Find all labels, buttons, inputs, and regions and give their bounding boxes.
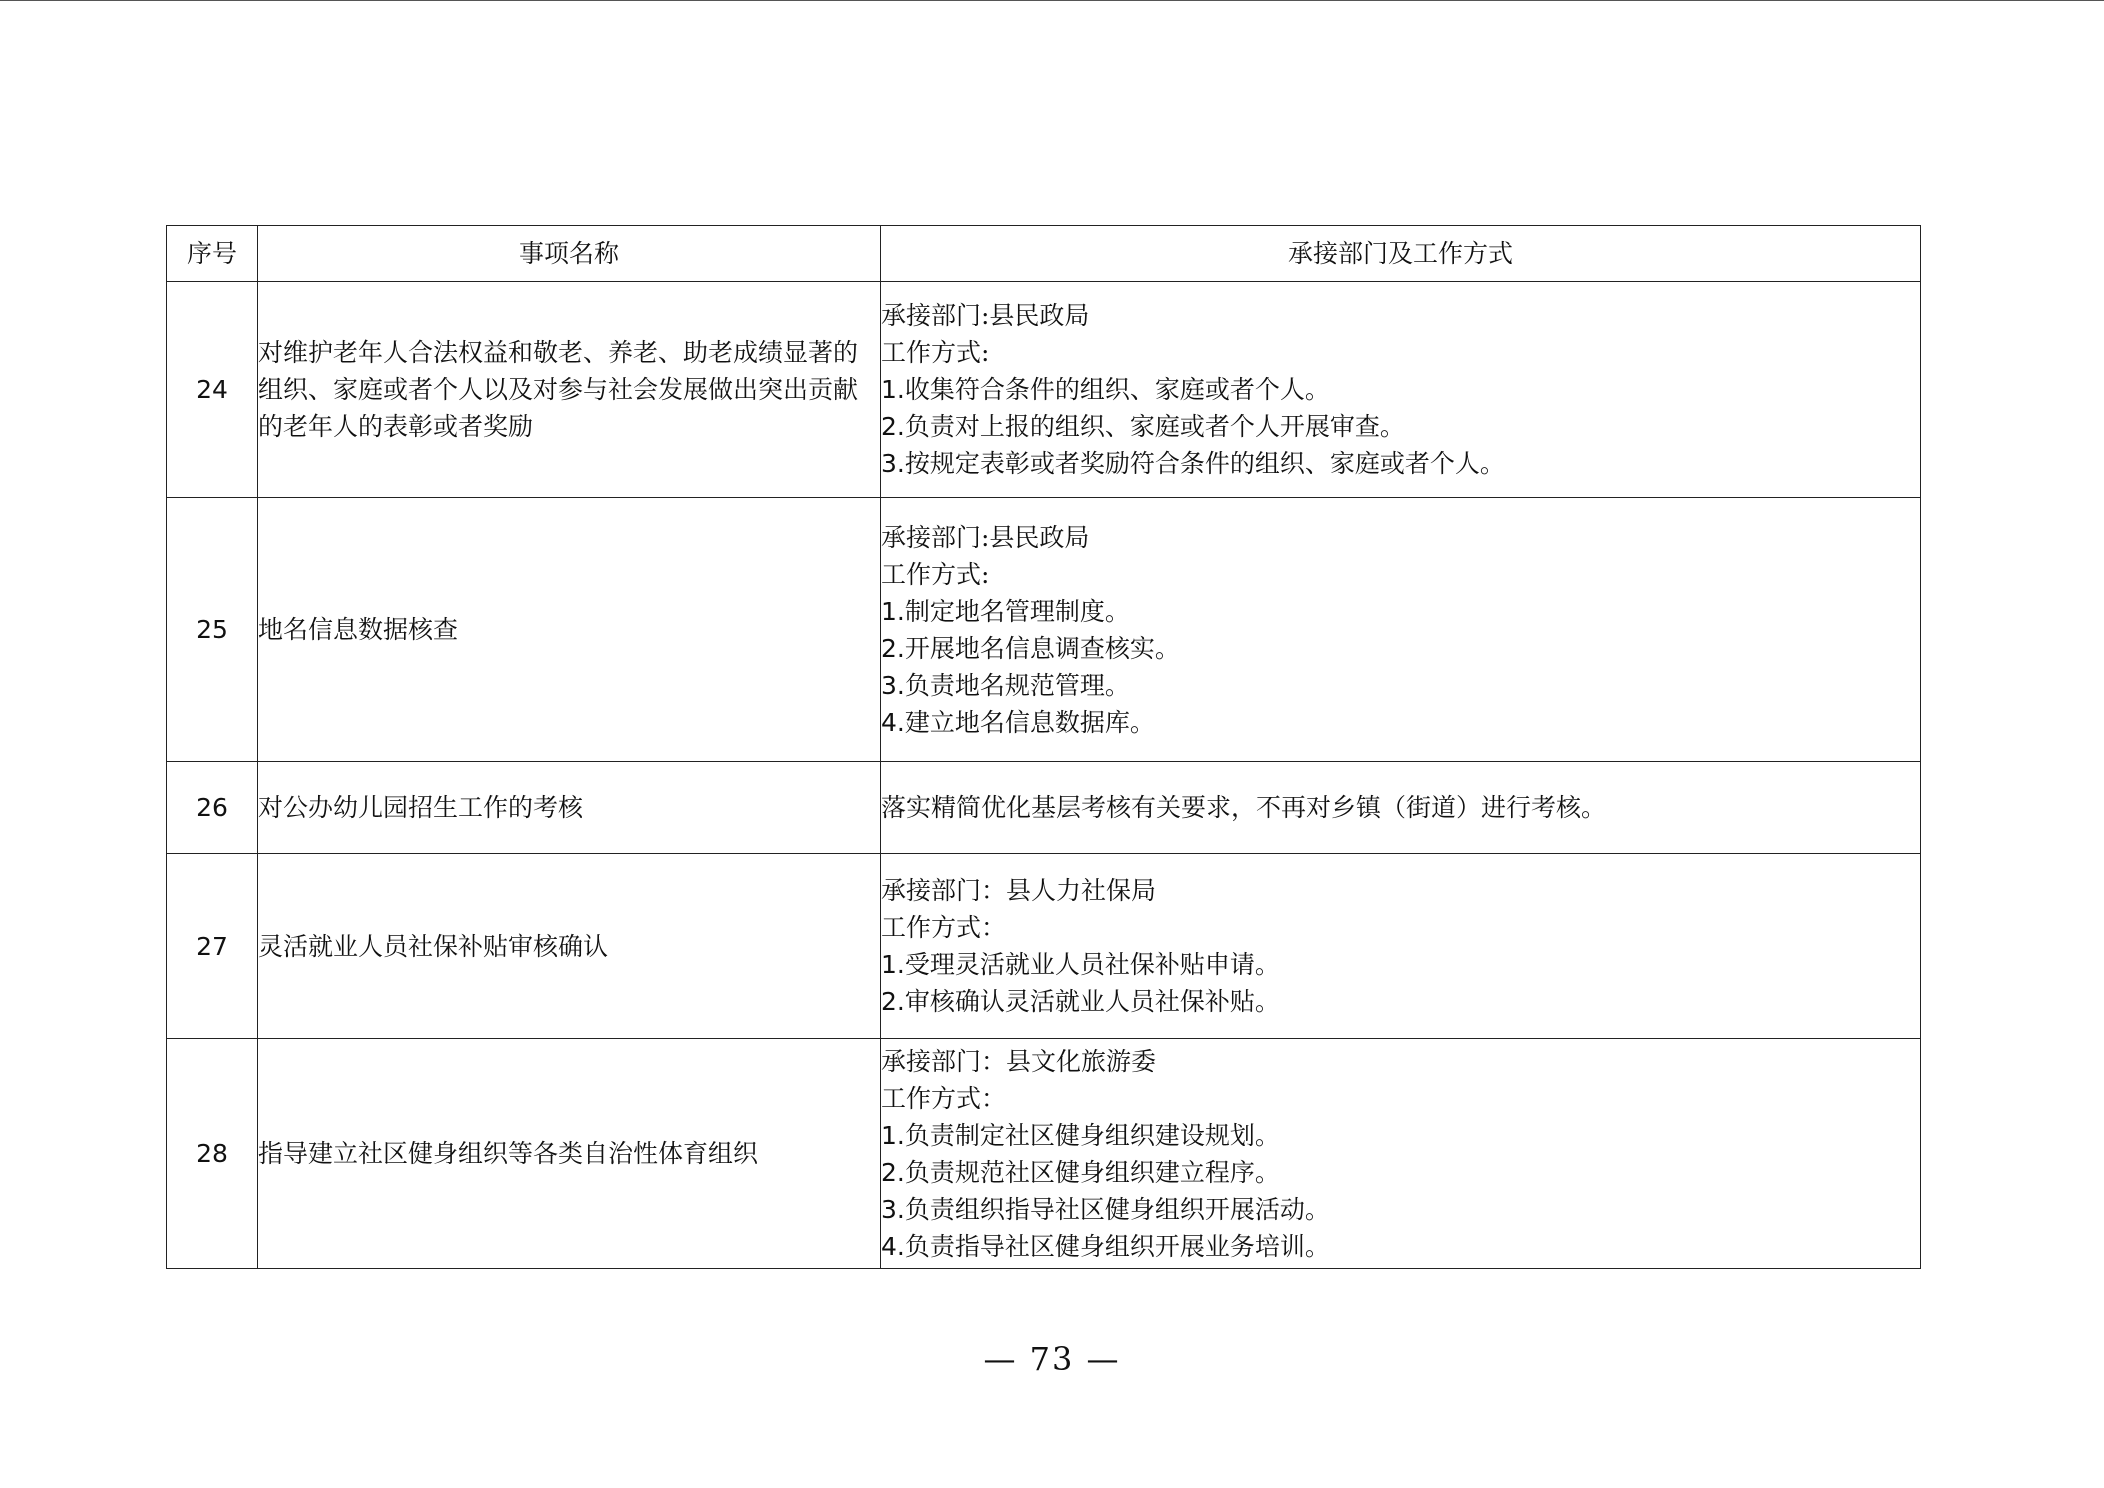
table-row	[167, 854, 1921, 1039]
header-serial-number: 序号	[167, 226, 258, 282]
department-line: 承接部门:县民政局	[881, 522, 1090, 552]
table-row	[167, 1039, 1921, 1269]
table-row	[167, 498, 1921, 762]
row-department-method	[881, 762, 1921, 854]
top-border-rule	[0, 0, 2104, 1]
header-department-and-method: 承接部门及工作方式	[881, 226, 1921, 282]
matters-table	[166, 225, 1921, 1269]
row-serial-number: 26	[167, 762, 258, 854]
method-step-line: 3.负责组织指导社区健身组织开展活动。	[881, 1194, 1330, 1224]
method-heading-line: 工作方式：	[881, 913, 1007, 942]
table-row	[167, 282, 1921, 498]
row-department-method	[881, 854, 1921, 1039]
method-step-line: 1.收集符合条件的组织、家庭或者个人。	[881, 375, 1330, 404]
row-matter-name: 对公办幼儿园招生工作的考核	[258, 762, 881, 854]
method-step-line: 3.负责地名规范管理。	[881, 670, 1130, 700]
method-heading-line: 工作方式：	[881, 1083, 1007, 1113]
table-header-row	[167, 226, 1921, 282]
row-department-method	[881, 498, 1921, 762]
method-heading-line: 工作方式:	[881, 338, 990, 367]
row-matter-name: 对维护老年人合法权益和敬老、养老、助老成绩显著的组织、家庭或者个人以及对参与社会发展做出突出贡献的老年人的表彰或者奖励	[258, 282, 881, 498]
row-matter-name: 指导建立社区健身组织等各类自治性体育组织	[258, 1039, 881, 1269]
row-serial-number: 24	[167, 282, 258, 498]
method-step-line: 4.建立地名信息数据库。	[881, 707, 1155, 737]
method-step-line: 1.负责制定社区健身组织建设规划。	[881, 1120, 1280, 1150]
header-matter-name: 事项名称	[258, 226, 881, 282]
department-line: 承接部门:县民政局	[881, 301, 1090, 330]
method-step-line: 2.负责对上报的组织、家庭或者个人开展审查。	[881, 412, 1405, 441]
method-step-line: 1.制定地名管理制度。	[881, 596, 1130, 626]
row-serial-number: 27	[167, 854, 258, 1039]
row-serial-number: 28	[167, 1039, 258, 1269]
row-matter-name: 灵活就业人员社保补贴审核确认	[258, 854, 881, 1039]
row-department-method	[881, 1039, 1921, 1269]
department-line: 承接部门：县文化旅游委	[881, 1046, 1157, 1076]
assessment-note-line: 落实精简优化基层考核有关要求，不再对乡镇（街道）进行考核。	[881, 793, 1607, 822]
method-step-line: 2.负责规范社区健身组织建立程序。	[881, 1157, 1280, 1187]
table-row	[167, 762, 1921, 854]
method-step-line: 4.负责指导社区健身组织开展业务培训。	[881, 1231, 1330, 1261]
row-serial-number: 25	[167, 498, 258, 762]
page-number: — 73 —	[983, 1340, 1121, 1378]
method-step-line: 1.受理灵活就业人员社保补贴申请。	[881, 950, 1280, 979]
department-line: 承接部门：县人力社保局	[881, 876, 1157, 905]
method-step-line: 2.开展地名信息调查核实。	[881, 633, 1180, 663]
method-step-line: 2.审核确认灵活就业人员社保补贴。	[881, 987, 1280, 1016]
row-department-method	[881, 282, 1921, 498]
method-heading-line: 工作方式:	[881, 559, 990, 589]
method-step-line: 3.按规定表彰或者奖励符合条件的组织、家庭或者个人。	[881, 449, 1505, 478]
row-matter-name: 地名信息数据核查	[258, 498, 881, 762]
